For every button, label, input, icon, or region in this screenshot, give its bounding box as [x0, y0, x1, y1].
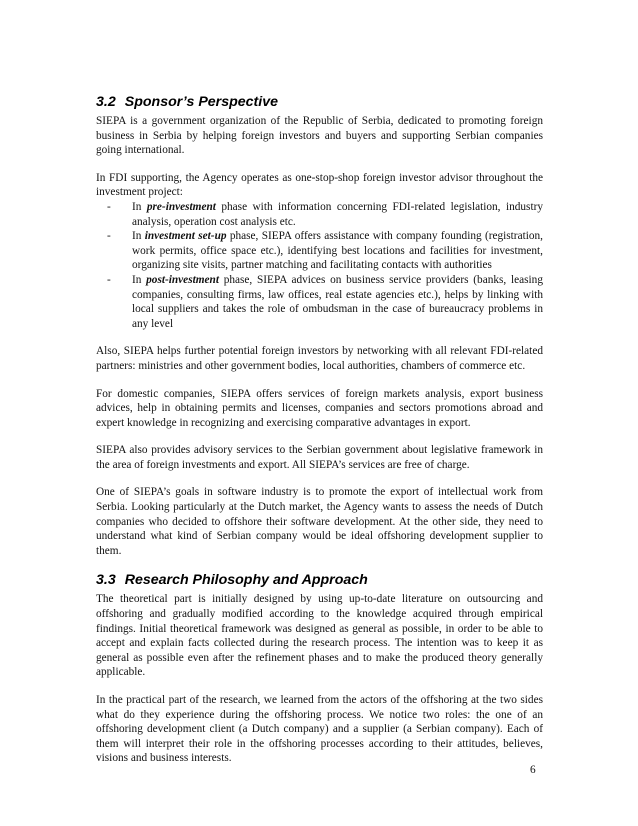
bullet-dash: -	[107, 200, 111, 213]
section-heading-3-2	[96, 93, 543, 111]
list-item-emphasis: investment set-up	[144, 230, 227, 243]
page-content	[96, 93, 543, 779]
bullet-dash: -	[107, 230, 111, 243]
list-item	[96, 200, 543, 229]
list-item-prefix: In	[132, 273, 147, 286]
bullet-dash: -	[107, 273, 111, 286]
list-item-text: phase, SIEPA offers assistance with company founding (registration, work permits, office space etc.), identifying best locations and facilities for investment, organizing site visits, partner matching and facilitating contacts with authorities	[132, 230, 543, 272]
section-heading-3-3	[96, 571, 543, 589]
section-title: Research Philosophy and Approach	[124, 572, 368, 589]
paragraph: In the practical part of the research, we learned from the actors of the offshoring at the two sides what do they experience during the offshoring process. We notice two roles: the one of an offshoring development client (a Dutch company) and a supplier (a Serbian company). Each of them will interpret their role in the offshoring processes according to their attitudes, believes, visions and business interests.	[96, 694, 543, 765]
section-number: 3.3	[96, 572, 116, 589]
section-number: 3.2	[96, 94, 116, 110]
paragraph: The theoretical part is initially designed by using up-to-date literature on outsourcing and offshoring and gradually modified according to the knowledge acquired through empirical findings. Initial theoretical framework was designed as general as possible, in order to be able to accept and explain facts collected during the research process. The intention was to keep it as general as possible even after the refinement phases and to make the produced theory generally applicable.	[96, 593, 543, 679]
bullet-list	[96, 200, 543, 331]
list-item-text: phase, SIEPA advices on business service providers (banks, leasing companies, consulting firms, law offices, real estate agencies etc.), helps by linking with local suppliers and takes the role of ombudsman in the case of bureaucracy problems in any level	[132, 273, 543, 330]
section-title: Sponsor’s Perspective	[124, 94, 278, 110]
page-number: 6	[530, 764, 536, 776]
paragraph: Also, SIEPA helps further potential foreign investors by networking with all relevant FDI-related partners: ministries and other government bodies, local authorities, chambers of commerce etc.	[96, 345, 543, 372]
paragraph: SIEPA is a government organization of the Republic of Serbia, dedicated to promoting foreign business in Serbia by helping foreign investors and buyers and supporting Serbian companies going international.	[96, 115, 543, 157]
paragraph: One of SIEPA’s goals in software industry is to promote the export of intellectual work from Serbia. Looking particularly at the Dutch market, the Agency wants to assess the needs of Dutch companies who decided to offshore their software development. At the other side, they need to understand what kind of Serbian company would be ideal offshoring development supplier to them.	[96, 486, 543, 557]
list-item-emphasis: pre-investment	[146, 200, 216, 213]
list-item-prefix: In	[132, 200, 147, 213]
list-item-emphasis: post-investment	[146, 273, 219, 286]
paragraph-intro: In FDI supporting, the Agency operates as one-stop-shop foreign investor advisor throughout the investment project:	[96, 171, 543, 199]
list-item-text: phase with information concerning FDI-related legislation, industry analysis, operation cost analysis etc.	[132, 200, 543, 228]
paragraph: SIEPA also provides advisory services to the Serbian government about legislative framework in the area of foreign investments and export. All SIEPA’s services are free of charge.	[96, 444, 543, 471]
list-item-prefix: In	[132, 230, 145, 243]
list-item	[96, 273, 543, 331]
list-item	[96, 229, 543, 273]
paragraph: For domestic companies, SIEPA offers services of foreign markets analysis, export business advices, help in obtaining permits and licenses, companies and sectors promotions abroad and expert knowledge in recognizing and exercising comparative advantages in export.	[96, 387, 543, 429]
